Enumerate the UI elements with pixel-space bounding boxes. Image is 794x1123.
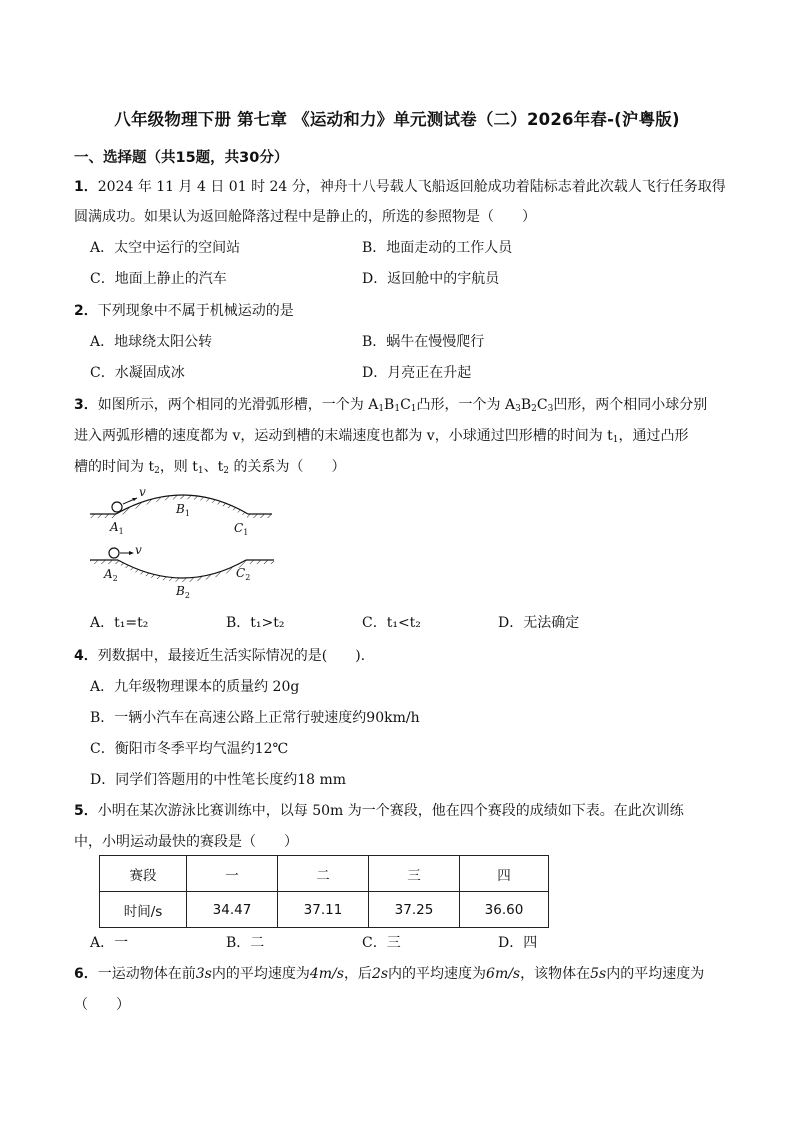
page-title: 八年级物理下册 第七章 《运动和力》单元测试卷（二）2026年春-(沪粤版) <box>114 110 680 129</box>
question-text: 一运动物体在前 <box>97 966 196 982</box>
arc-hatch <box>118 560 246 582</box>
question-1-line-1 <box>74 176 726 196</box>
subscript: 3 <box>515 404 521 414</box>
question-number: 1． <box>74 179 98 195</box>
question-text: ，后 <box>343 966 372 982</box>
option-d: D．同学们答题用的中性笔长度约18 mm <box>90 772 347 788</box>
question-number: 5． <box>74 803 98 819</box>
question-text: 2024 年 11 月 4 日 01 时 24 分，神舟十八号载人飞船返回舱成功着陆标志着此次载人飞行任务取得 <box>97 179 726 195</box>
option-d: D．月亮正在升起 <box>362 365 472 381</box>
option-b: B．一辆小汽车在高速公路上正常行驶速度约90km/h <box>90 710 420 726</box>
option-a: A．一 <box>90 935 129 951</box>
ground-hatch <box>90 560 118 564</box>
table-cell: 37.25 <box>369 892 460 928</box>
velocity-label: v <box>139 485 146 499</box>
lap-time-table <box>99 855 549 928</box>
ball <box>109 548 119 558</box>
question-text: 内的平均速度为 <box>211 966 310 982</box>
subscript: 1 <box>378 404 385 414</box>
question-2-line-1 <box>74 300 294 320</box>
question-text: 下列现象中不属于机械运动的是 <box>97 303 294 319</box>
subscript: 2 <box>531 404 537 414</box>
math-value: 6m/s <box>486 966 521 982</box>
table-cell: 37.11 <box>278 892 369 928</box>
point-a2-label: $A_2$ <box>104 567 118 583</box>
option-b: B．二 <box>226 935 265 951</box>
question-text: 列数据中，最接近生活实际情况的是( ). <box>97 648 366 664</box>
concave-arc <box>118 560 246 578</box>
question-text: 进入两弧形槽的速度都为 v，运动到槽的末端速度也都为 v，小球通过凹形槽的时间为 t <box>74 428 613 444</box>
trough-diagram <box>88 478 288 600</box>
ground-hatch <box>248 514 272 518</box>
question-number: 3． <box>74 397 98 413</box>
question-text: ，则 t <box>159 459 198 475</box>
point-c1-label: $C_1$ <box>234 521 249 537</box>
question-3-line-2 <box>74 425 689 445</box>
question-1-line-2: 圆满成功。如果认为返回舱降落过程中是静止的，所选的参照物是（ ） <box>74 209 536 225</box>
table-cell: 四 <box>460 856 549 892</box>
point-b2-label: $B_2$ <box>176 584 190 600</box>
table-cell: 34.47 <box>187 892 278 928</box>
concave-trough <box>90 543 274 600</box>
ball <box>112 502 122 512</box>
option-d: D．返回舱中的宇航员 <box>362 271 500 287</box>
math-value: 2s <box>371 966 389 982</box>
option-a: A．太空中运行的空间站 <box>90 240 241 256</box>
question-text: 、t <box>203 459 224 475</box>
option-b: B．蜗牛在慢慢爬行 <box>362 334 485 350</box>
question-4-line-1 <box>74 645 365 665</box>
ground-hatch <box>246 560 274 564</box>
table-header-row <box>100 856 549 892</box>
subscript: 1 <box>612 435 619 445</box>
question-6-line-2: （ ） <box>74 997 130 1013</box>
table-cell: 二 <box>278 856 369 892</box>
question-text: 凸形，一个为 A <box>416 397 516 413</box>
option-a: A．九年级物理课本的质量约 20g <box>90 679 300 695</box>
option-c: C．三 <box>362 935 401 951</box>
option-c: C．衡阳市冬季平均气温约12℃ <box>90 741 289 757</box>
option-d: D．无法确定 <box>498 615 580 631</box>
table-cell: 赛段 <box>100 856 187 892</box>
table-cell: 一 <box>187 856 278 892</box>
question-text: 的关系为（ ） <box>229 459 346 475</box>
question-text: 内的平均速度为 <box>388 966 487 982</box>
point-c2-label: $C_2$ <box>236 566 251 582</box>
math-value: 4m/s <box>309 966 344 982</box>
question-5-line-1 <box>74 800 684 820</box>
question-3-line-3 <box>74 456 345 476</box>
subscript: 1 <box>197 466 204 476</box>
question-text: 槽的时间为 t <box>74 459 155 475</box>
question-5-line-2: 中，小明运动最快的赛段是（ ） <box>74 834 298 850</box>
subscript: 2 <box>154 466 160 476</box>
option-c: C．水凝固成冰 <box>90 365 185 381</box>
question-text: ，该物体在 <box>520 966 591 982</box>
velocity-label: v <box>135 543 142 557</box>
question-3-line-1: 3．如图所示，两个相同的光滑弧形槽，一个为 $A_1B_1C_1$凸形，一个为 $A_3B_2C_3$凹形，两个相同小球分别 <box>74 397 708 414</box>
option-b: B．地面走动的工作人员 <box>362 240 513 256</box>
point-b1-label: $B_1$ <box>176 502 190 518</box>
math-value: 5s <box>590 966 607 982</box>
subscript: 2 <box>223 466 229 476</box>
question-number: 4． <box>74 648 98 664</box>
question-text: 小明在某次游泳比赛训练中，以每 50m 为一个赛段，他在四个赛段的成绩如下表。在此次训练 <box>97 803 684 819</box>
question-text: 内的平均速度为 <box>606 966 705 982</box>
question-text: 如图所示，两个相同的光滑弧形槽，一个为 A <box>97 397 379 413</box>
subscript: 3 <box>547 404 554 414</box>
option-a: A．地球绕太阳公转 <box>90 334 213 350</box>
subscript: 1 <box>394 404 401 414</box>
question-text: ，通过凸形 <box>618 428 689 444</box>
table-cell: 时间/s <box>100 892 187 928</box>
table-cell: 三 <box>369 856 460 892</box>
point-a1-label: $A_1$ <box>110 520 124 536</box>
subscript: 1 <box>410 404 417 414</box>
table-row <box>100 892 549 928</box>
option-c: C．地面上静止的汽车 <box>90 271 227 287</box>
question-number: 2． <box>74 303 98 319</box>
section-heading: 一、选择题（共15题，共30分） <box>74 150 289 166</box>
table-cell: 36.60 <box>460 892 549 928</box>
convex-trough <box>90 485 272 537</box>
question-text: 凹形，两个相同小球分别 <box>553 397 708 413</box>
option-b: B．t₁>t₂ <box>226 615 285 631</box>
option-a: A．t₁=t₂ <box>90 615 149 631</box>
question-6-line-1 <box>74 963 704 983</box>
arrow-head <box>129 551 134 555</box>
option-d: D．四 <box>498 935 538 951</box>
option-c: C．t₁<t₂ <box>362 615 421 631</box>
question-number: 6． <box>74 966 98 982</box>
math-value: 3s <box>195 966 212 982</box>
